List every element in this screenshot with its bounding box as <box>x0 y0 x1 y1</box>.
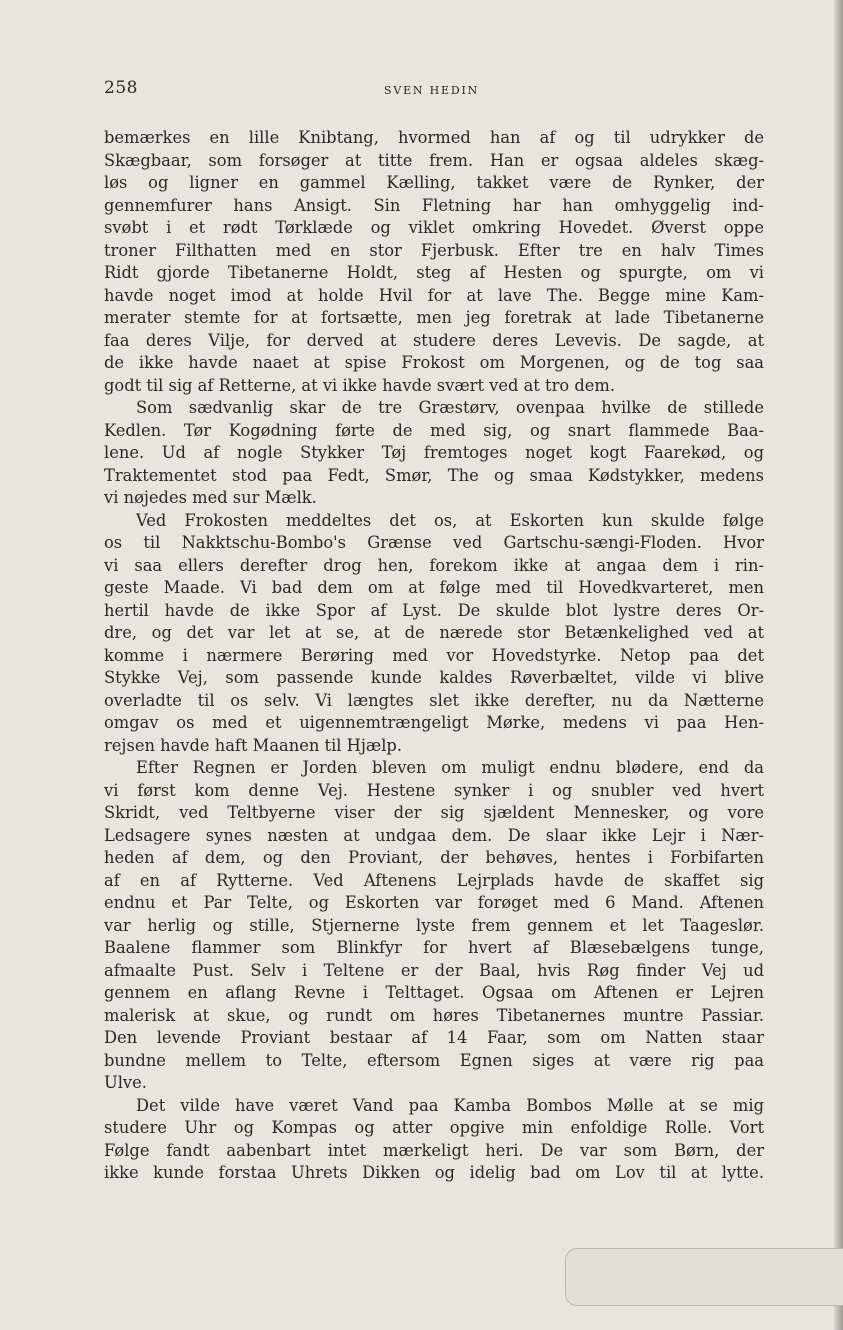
text-line: dre, og det var let at se, at de nærede stor Betænkelighed ved at <box>104 623 764 642</box>
text-line: Ulve. <box>104 1073 147 1092</box>
text-line: havde noget imod at holde Hvil for at lave The. Begge mine Kam- <box>104 285 764 305</box>
text-line: Skægbaar, som forsøger at titte frem. Han er ogsaa aldeles skæg- <box>104 150 764 170</box>
text-line: Ved Frokosten meddeltes det os, at Eskorten kun skulde følge <box>136 510 764 530</box>
text-line: Følge fandt aabenbart intet mærkeligt heri. De var som Børn, der <box>104 1140 764 1160</box>
text-line: vi saa ellers derefter drog hen, forekom ikke at angaa dem i rin- <box>104 555 764 575</box>
text-line: Som sædvanlig skar de tre Græstørv, ovenpaa hvilke de stillede <box>136 398 764 417</box>
text-line: geste Maade. Vi bad dem om at følge med til Hovedkvarteret, men <box>104 578 764 597</box>
text-line: Det vilde have været Vand paa Kamba Bombos Mølle at se mig <box>136 1095 764 1115</box>
text-line: afmaalte Pust. Selv i Teltene er der Baal, hvis Røg finder Vej ud <box>104 960 764 980</box>
text-line: Den levende Proviant bestaar af 14 Faar, som om Natten staar <box>104 1028 764 1047</box>
text-line: Efter Regnen er Jorden bleven om muligt endnu blødere, end da <box>136 758 764 777</box>
text-line: heden af dem, og den Proviant, der behøves, hentes i Forbifarten <box>104 848 764 867</box>
text-line: os til Nakktschu-Bombo's Grænse ved Gartschu-sængi-Floden. Hvor <box>104 533 764 552</box>
page-number: 258 <box>104 78 138 98</box>
text-line: godt til sig af Retterne, at vi ikke havde svært ved at tro dem. <box>104 375 615 395</box>
text-line: gennemfurer hans Ansigt. Sin Fletning har han omhyggelig ind- <box>104 195 764 215</box>
text-line: Ledsagere synes næsten at undgaa dem. De slaar ikke Lejr i Nær- <box>104 825 764 845</box>
text-line: studere Uhr og Kompas og atter opgive min enfoldige Rolle. Vort <box>104 1118 764 1137</box>
text-line: de ikke havde naaet at spise Frokost om Morgenen, og de tog saa <box>104 353 764 372</box>
text-line: Skridt, ved Teltbyerne viser der sig sjældent Mennesker, og vore <box>104 803 764 822</box>
page-corner-mark <box>565 1248 843 1306</box>
text-line: af en af Rytterne. Ved Aftenens Lejrplads havde de skaffet sig <box>104 870 764 890</box>
page-edge-shadow <box>834 0 843 1330</box>
text-line: Stykke Vej, som passende kunde kaldes Røverbæltet, vilde vi blive <box>104 668 764 687</box>
text-line: vi først kom denne Vej. Hestene synker i og snubler ved hvert <box>104 780 764 800</box>
text-line: svøbt i et rødt Tørklæde og viklet omkring Hovedet. Øverst oppe <box>104 218 764 237</box>
text-line: bemærkes en lille Knibtang, hvormed han af og til udrykker de <box>104 128 764 147</box>
text-line: Baalene flammer som Blinkfyr for hvert af Blæsebælgens tunge, <box>104 938 764 957</box>
text-line: lene. Ud af nogle Stykker Tøj fremtoges noget kogt Faarekød, og <box>104 443 764 462</box>
text-line: omgav os med et uigennemtrængeligt Mørke, medens vi paa Hen- <box>104 713 764 732</box>
text-line: merater stemte for at fortsætte, men jeg foretrak at lade Tibetanerne <box>104 308 764 327</box>
page-header <box>104 78 764 102</box>
running-head: SVEN HEDIN <box>384 84 480 97</box>
text-line: løs og ligner en gammel Kælling, takket være de Rynker, der <box>104 173 764 192</box>
text-line: rejsen havde haft Maanen til Hjælp. <box>104 735 403 755</box>
text-line: troner Filthatten med en stor Fjerbusk. Efter tre en halv Times <box>104 240 764 260</box>
text-line: endnu et Par Telte, og Eskorten var forøget med 6 Mand. Aftenen <box>104 893 764 912</box>
text-line: overladte til os selv. Vi længtes slet ikke derefter, nu da Nætterne <box>104 690 764 710</box>
text-line: malerisk at skue, og rundt om høres Tibetanernes muntre Passiar. <box>104 1005 764 1025</box>
text-line: Ridt gjorde Tibetanerne Holdt, steg af Hesten og spurgte, om vi <box>104 263 764 282</box>
text-line: ikke kunde forstaa Uhrets Dikken og idelig bad om Lov til at lytte. <box>104 1163 764 1182</box>
text-line: gennem en aflang Revne i Telttaget. Ogsaa om Aftenen er Lejren <box>104 983 764 1002</box>
body-text <box>104 127 764 1185</box>
text-line: Traktementet stod paa Fedt, Smør, The og smaa Kødstykker, medens <box>104 465 764 485</box>
text-line: bundne mellem to Telte, eftersom Egnen siges at være rig paa <box>104 1050 764 1070</box>
text-line: vi nøjedes med sur Mælk. <box>104 488 317 507</box>
text-line: komme i nærmere Berøring med vor Hovedstyrke. Netop paa det <box>104 645 764 665</box>
text-line: var herlig og stille, Stjernerne lyste frem gennem et let Taageslør. <box>104 915 764 935</box>
text-line: faa deres Vilje, for derved at studere deres Levevis. De sagde, at <box>104 330 764 350</box>
text-line: hertil havde de ikke Spor af Lyst. De skulde blot lystre deres Or- <box>104 600 764 620</box>
text-line: Kedlen. Tør Kogødning førte de med sig, og snart flammede Baa- <box>104 420 764 440</box>
